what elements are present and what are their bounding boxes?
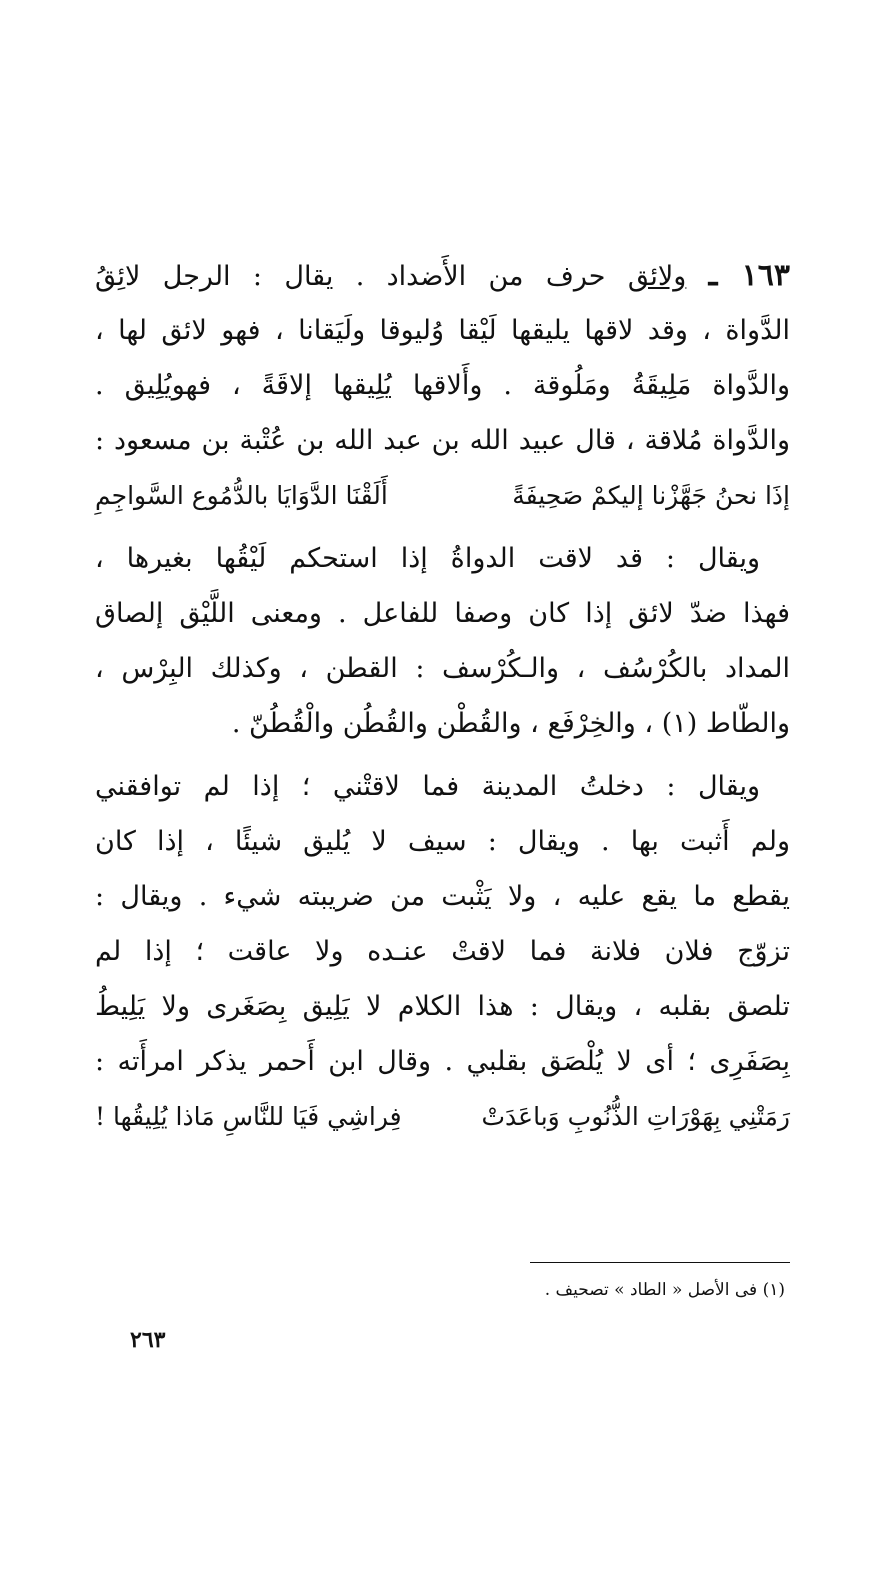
paragraph-line: يقطع ما يقع عليه ، ولا يَثْبت من ضريبته شيء . ويقال : [95, 881, 790, 912]
entry-line: الدَّواة ، وقد لاقها يليقها لَيْقا وُليوقا ولَيَقانا ، فهو لائق لها ، [95, 315, 790, 346]
paragraph-line: تلصق بقلبه ، ويقال : هذا الكلام لا يَلِيق بِصَغَرى ولا يَلِيطُ [95, 991, 790, 1022]
paragraph-line: بِصَفَرِى ؛ أى لا يُلْصَق بقلبي . وقال ابن أَحمر يذكر امرأَته : [95, 1046, 790, 1077]
entry-163 [95, 248, 790, 1144]
verse-1-second-hemistich: أَلَقْنَا الدَّوَايَا بالدُّمُوع السَّواجِمِ [95, 481, 388, 510]
footnote: (١) فى الأصل « الطاد » تصحيف . [544, 1280, 785, 1300]
entry-first-line [95, 248, 790, 303]
paragraph-line: والطّاط (١) ، والخِرْفَع ، والقُطْن والقُطُن والْقُطُنّ . [231, 708, 790, 739]
paragraph-line: ولم أَثبت بها . ويقال : سيف لا يُليق شيئًا ، إذا كان [95, 826, 790, 857]
entry-first-line-text: حرف من الأَضداد . يقال : الرجل لائِقُ [95, 261, 606, 292]
verse-1 [95, 468, 790, 523]
page-number: ٢٦٣ [130, 1327, 166, 1353]
entry-number: ١٦٣ ـ [708, 258, 790, 293]
paragraph-line: ويقال : دخلتُ المدينة فما لاقتْني ؛ إذا لم توافقني [95, 771, 760, 802]
entry-headword: ولائق [627, 261, 687, 292]
paragraph-2 [95, 531, 790, 751]
verse-2-second-hemistich: فِراشِي فَيَا للنَّاسِ مَاذا يُلِيقُها ! [95, 1102, 402, 1131]
paragraph-line: المداد بالكُرْسُف ، والـكُرْسف : القطن ، وكذلك البِرْس ، [95, 653, 790, 684]
verse-2-first-hemistich: رَمَتْنِي بِهَوْرَاتِ الذُّنُوبِ وَباعَدَتْ [481, 1102, 790, 1131]
footnote-divider [530, 1262, 790, 1263]
paragraph-line: ويقال : قد لاقت الدواةُ إذا استحكم لَيْقُها بغيرها ، [95, 543, 760, 574]
paragraph-line: تزوّج فلان فلانة فما لاقتْ عنـده ولا عاقت ؛ إذا لم [95, 936, 790, 967]
paragraph-3 [95, 759, 790, 1089]
verse-2 [95, 1089, 790, 1144]
entry-line: والدَّواة مُلاقة ، قال عبيد الله بن عبد الله بن عُتْبة بن مسعود : [95, 425, 790, 456]
paragraph-line: فهذا ضدّ لائق إذا كان وصفا للفاعل . ومعنى اللَّيْق إلصاق [95, 598, 790, 629]
verse-1-first-hemistich: إذَا نحنُ جَهَّزْنا إليكمْ صَحِيفَةً [512, 481, 790, 510]
entry-line: والدَّواة مَلِيقَةُ ومَلُوقة . وأَلاقها يُلِيقها إلاقَةً ، فهويُلِيق . [95, 370, 790, 401]
